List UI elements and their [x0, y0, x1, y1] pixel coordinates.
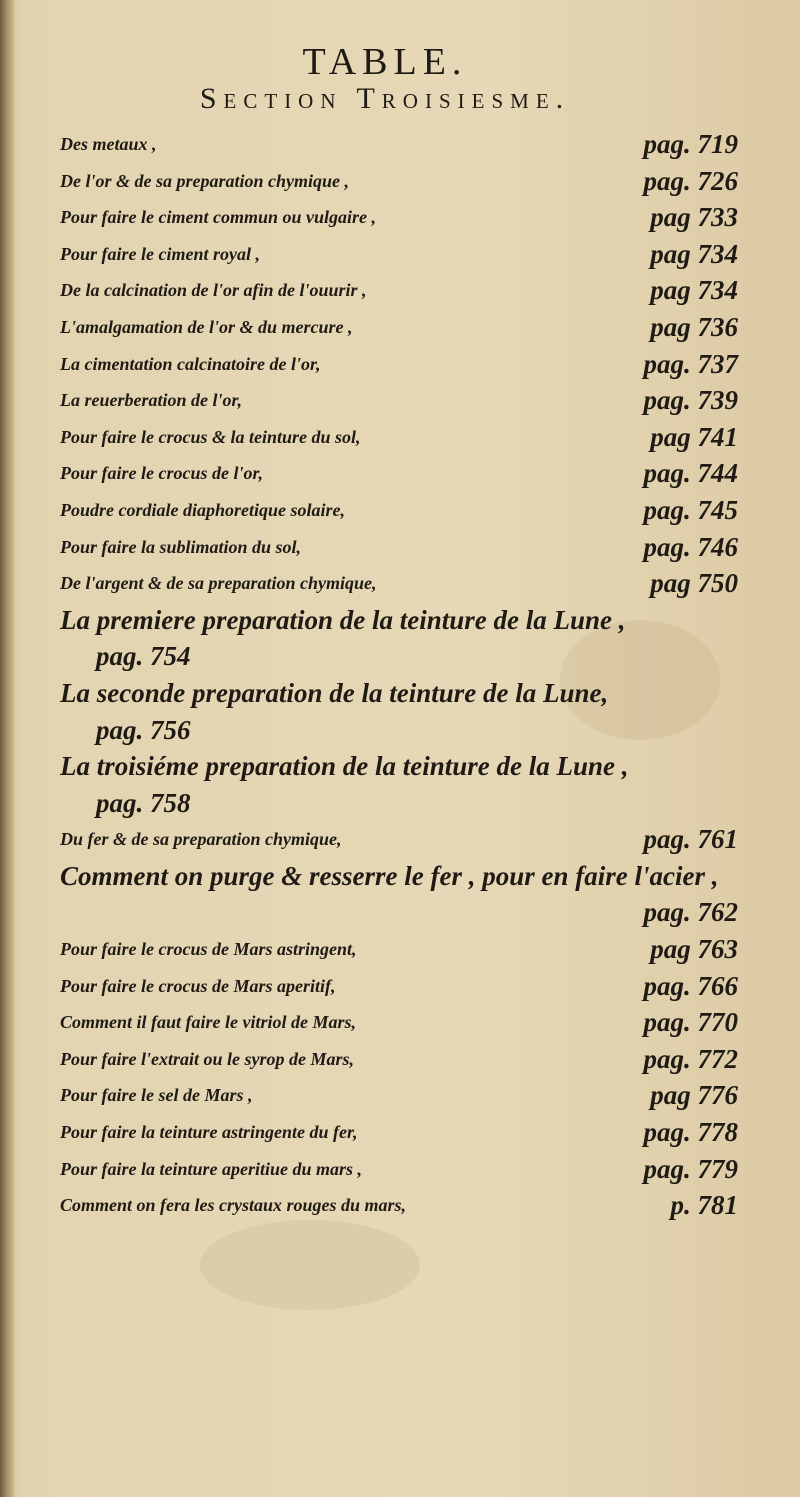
- entry-title: Pour faire le crocus & la teinture du sol,: [60, 426, 361, 447]
- entry-title: Pour faire le crocus de Mars aperitif,: [60, 975, 336, 996]
- toc-entry: [60, 272, 738, 309]
- entry-page: pag. 762: [643, 897, 738, 928]
- paper-stain: [200, 1220, 420, 1310]
- entry-title: Pour faire le ciment commun ou vulgaire ,: [60, 207, 377, 228]
- page-title: TABLE.: [302, 41, 468, 83]
- toc-entry: [60, 1077, 738, 1114]
- toc-entry: [60, 419, 738, 456]
- entry-page: pag. 758: [96, 787, 191, 818]
- entry-page: pag. 746: [643, 531, 738, 562]
- entry-page: pag. 739: [643, 385, 738, 416]
- toc-entry: [60, 968, 738, 1005]
- entry-page: pag. 745: [643, 494, 738, 525]
- entry-title: Comment il faut faire le vitriol de Mars,: [60, 1012, 356, 1033]
- entry-title: La reuerberation de l'or,: [60, 390, 243, 411]
- entry-page: pag 741: [650, 421, 738, 452]
- toc-entry: [60, 1004, 738, 1041]
- toc-entry: [60, 858, 738, 931]
- entry-title: De l'argent & de sa preparation chymique,: [60, 573, 377, 594]
- toc-entry: [60, 1114, 738, 1151]
- entry-page: p. 781: [670, 1190, 738, 1221]
- toc-entry: [60, 309, 738, 346]
- entry-title: Pour faire le crocus de Mars astringent,: [60, 939, 357, 960]
- entry-title: De la calcination de l'or afin de l'ouurir ,: [60, 280, 367, 301]
- entry-title: Poudre cordiale diaphoretique solaire,: [60, 499, 345, 520]
- toc-entry: [60, 1151, 738, 1188]
- binding-edge: [0, 0, 14, 1497]
- entry-title: La cimentation calcinatoire de l'or,: [60, 353, 321, 374]
- entry-page: pag 736: [650, 311, 738, 342]
- entry-page: pag 750: [650, 568, 738, 599]
- entry-page: pag 734: [650, 275, 738, 306]
- entry-title: Pour faire la teinture aperitiue du mars ,: [60, 1158, 363, 1179]
- toc-entry: [60, 821, 738, 858]
- toc-entry: [60, 931, 738, 968]
- entry-title: Pour faire la sublimation du sol,: [60, 536, 302, 557]
- toc-entry: [60, 492, 738, 529]
- entry-title: Comment on fera les crystaux rouges du mars,: [60, 1195, 407, 1216]
- entry-title: Des metaux ,: [60, 134, 157, 154]
- entry-page: pag 776: [650, 1080, 738, 1111]
- entry-title: Pour faire le crocus de l'or,: [60, 463, 263, 484]
- toc-entry: [60, 1187, 738, 1224]
- entry-page: pag. 766: [643, 970, 738, 1001]
- toc-entry: [60, 236, 738, 273]
- entry-page: pag. 761: [643, 824, 738, 855]
- entry-page: pag. 779: [643, 1153, 738, 1184]
- toc-entry: [60, 126, 738, 163]
- toc-entry: [60, 163, 738, 200]
- entry-page: pag. 737: [643, 348, 738, 379]
- toc-entry: [60, 455, 738, 492]
- toc-entry: [60, 346, 738, 383]
- table-of-contents: [60, 126, 738, 1224]
- toc-entry: [60, 199, 738, 236]
- entry-title: L'amalgamation de l'or & du mercure ,: [60, 316, 353, 337]
- entry-page: pag. 756: [96, 714, 191, 745]
- toc-entry: [60, 748, 738, 821]
- section-heading: Section Troisiesme.: [199, 82, 571, 115]
- toc-entry: [60, 565, 738, 602]
- entry-title: Comment on purge & resserre le fer , pour en faire l'acier ,: [60, 860, 719, 891]
- entry-page: pag. 719: [643, 129, 738, 159]
- toc-entry: [60, 529, 738, 566]
- entry-title: De l'or & de sa preparation chymique ,: [60, 170, 349, 191]
- entry-page: pag. 778: [643, 1117, 738, 1148]
- entry-page: pag 734: [650, 238, 738, 269]
- entry-page: pag 733: [650, 202, 738, 233]
- entry-title: Pour faire l'extrait ou le syrop de Mars,: [60, 1048, 355, 1069]
- entry-page: pag. 770: [643, 1007, 738, 1038]
- entry-title: Pour faire la teinture astringente du fer,: [60, 1122, 358, 1143]
- entry-page: pag. 744: [643, 458, 738, 489]
- entry-page: pag. 772: [643, 1043, 738, 1074]
- entry-page: pag. 726: [643, 165, 738, 196]
- entry-title: Pour faire le ciment royal ,: [60, 243, 260, 264]
- entry-title: La premiere preparation de la teinture de la Lune ,: [60, 604, 626, 635]
- entry-title: La troisiéme preparation de la teinture de la Lune ,: [60, 751, 629, 782]
- toc-entry: [60, 1041, 738, 1078]
- entry-page: pag. 754: [96, 641, 191, 672]
- entry-title: La seconde preparation de la teinture de la Lune,: [60, 677, 609, 708]
- toc-entry: [60, 602, 738, 675]
- entry-title: Du fer & de sa preparation chymique,: [60, 829, 342, 850]
- toc-entry: [60, 382, 738, 419]
- entry-title: Pour faire le sel de Mars ,: [60, 1085, 253, 1106]
- entry-page: pag 763: [650, 934, 738, 965]
- toc-entry: [60, 675, 738, 748]
